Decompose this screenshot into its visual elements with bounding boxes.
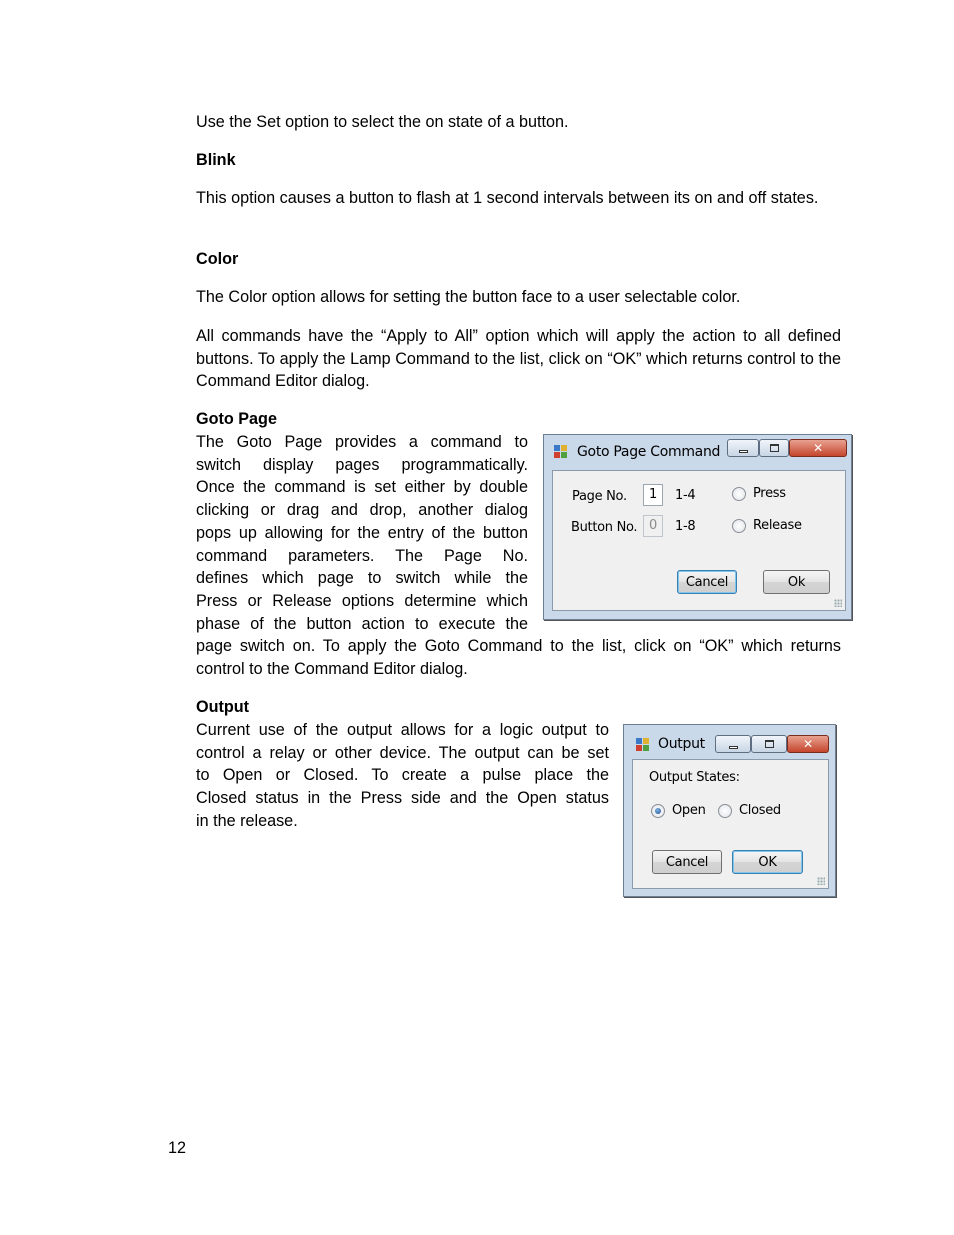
ok-button[interactable]: Ok <box>763 570 830 594</box>
output-line: to Open or Closed. To create a pulse place the <box>196 766 609 785</box>
goto-page-heading: Goto Page <box>196 410 277 428</box>
cancel-button[interactable]: Cancel <box>652 850 722 874</box>
press-radio[interactable] <box>732 487 746 501</box>
ok-button[interactable]: OK <box>732 850 803 874</box>
release-radio[interactable] <box>732 519 746 533</box>
set-option-paragraph: Use the Set option to select the on state of a button. <box>196 113 569 131</box>
goto-line: phase of the button action to execute the <box>196 614 528 633</box>
output-dialog <box>623 724 836 897</box>
minimize-icon <box>729 746 738 749</box>
goto-line: command parameters. The Page No. <box>196 546 528 565</box>
app-icon <box>636 738 650 752</box>
app-icon <box>554 445 568 459</box>
output-paragraph <box>196 719 609 833</box>
color-paragraph: The Color option allows for setting the button face to a user selectable color. <box>196 288 741 306</box>
dialog-client-area <box>632 759 829 889</box>
resize-grip[interactable] <box>834 599 842 607</box>
output-states-label: Output States: <box>649 770 740 785</box>
minimize-button[interactable] <box>727 439 759 457</box>
open-radio[interactable] <box>651 804 665 818</box>
dialog-title: Goto Page Command <box>577 444 721 460</box>
maximize-button[interactable] <box>759 439 789 457</box>
closed-radio[interactable] <box>718 804 732 818</box>
page-no-range: 1-4 <box>675 488 696 503</box>
release-label[interactable]: Release <box>753 518 802 533</box>
goto-line: The Goto Page provides a command to <box>196 433 528 451</box>
apply-all-paragraph: All commands have the “Apply to All” option which will apply the action to all defined buttons. To apply the Lamp Command to the list, click on “OK” which returns control to the Command Editor dialog. <box>196 327 841 391</box>
dialog-client-area <box>552 470 846 611</box>
goto-page-paragraph-continued: page switch on. To apply the Goto Command to the list, click on “OK” which returns control to the Command Editor dialog. <box>196 637 841 678</box>
goto-line: Press or Release options determine which <box>196 591 528 610</box>
output-line: control a relay or other device. The output can be set <box>196 743 609 762</box>
close-icon: ✕ <box>803 737 813 751</box>
maximize-button[interactable] <box>751 735 787 753</box>
page-no-input[interactable]: 1 <box>643 484 663 506</box>
blink-heading: Blink <box>196 151 236 169</box>
button-no-range: 1-8 <box>675 519 696 534</box>
closed-label[interactable]: Closed <box>739 803 781 818</box>
page-number: 12 <box>168 1139 187 1157</box>
color-heading: Color <box>196 250 239 268</box>
output-line: Closed status in the Press side and the Open status <box>196 789 609 808</box>
goto-line: switch display pages programmatically. <box>196 455 528 474</box>
resize-grip[interactable] <box>817 877 825 885</box>
goto-page-paragraph <box>196 431 528 635</box>
button-no-input[interactable]: 0 <box>643 515 663 537</box>
maximize-icon <box>770 444 779 452</box>
maximize-icon <box>765 740 774 748</box>
close-button[interactable] <box>787 735 829 753</box>
open-label[interactable]: Open <box>672 803 706 818</box>
blink-paragraph: This option causes a button to flash at 1 second intervals between its on and off states. <box>196 189 819 207</box>
close-icon: ✕ <box>813 441 823 455</box>
output-heading: Output <box>196 698 250 716</box>
press-label[interactable]: Press <box>753 486 786 501</box>
output-line: Current use of the output allows for a logic output to <box>196 721 609 739</box>
dialog-title: Output <box>658 736 705 752</box>
close-button[interactable] <box>789 439 847 457</box>
goto-line: clicking or drag and drop, another dialog <box>196 501 528 520</box>
button-no-label: Button No. <box>571 520 638 535</box>
output-line: in the release. <box>196 811 298 830</box>
cancel-button[interactable]: Cancel <box>677 570 737 594</box>
goto-line: defines which page to switch while the <box>196 569 528 588</box>
goto-page-dialog <box>543 434 852 620</box>
page-no-label: Page No. <box>572 489 627 504</box>
minimize-button[interactable] <box>715 735 751 753</box>
minimize-icon <box>739 450 748 453</box>
goto-line: pops up allowing for the entry of the button <box>196 523 528 542</box>
goto-line: Once the command is set either by double <box>196 478 528 497</box>
